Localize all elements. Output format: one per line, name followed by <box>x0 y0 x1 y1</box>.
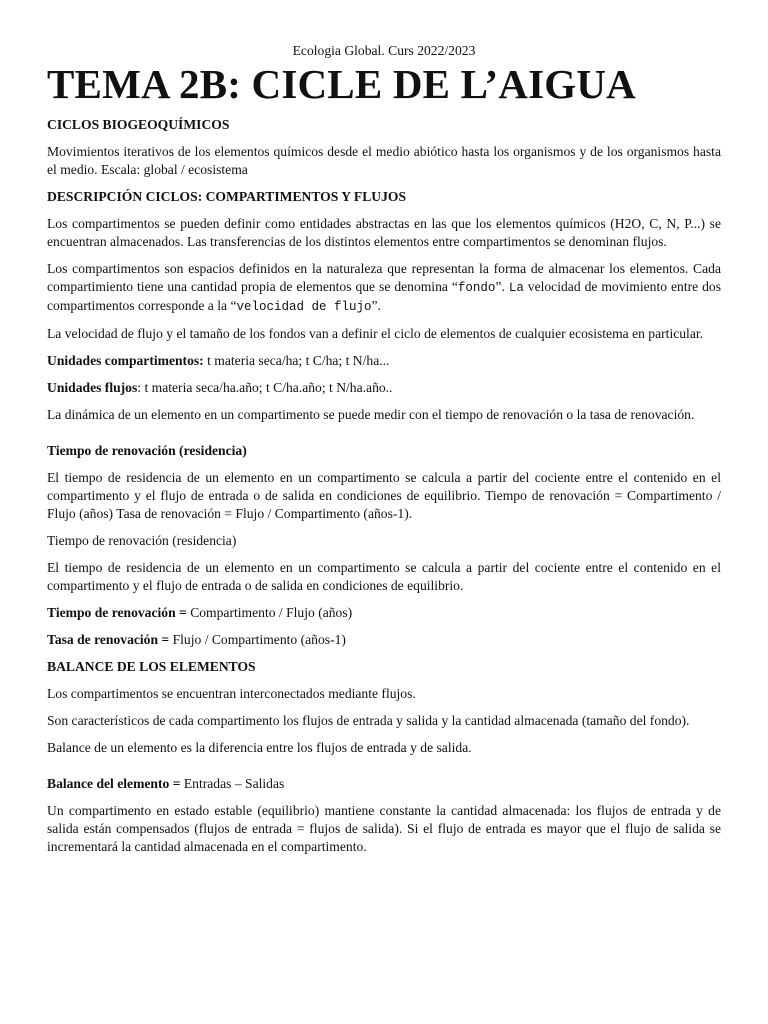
paragraph-tiempo-renovacion-repeat: Tiempo de renovación (residencia) <box>47 533 237 548</box>
page-title: TEMA 2B: CICLE DE L’AIGUA <box>47 61 636 107</box>
value-tasa-renovacion: Flujo / Compartimento (años-1) <box>169 632 346 647</box>
value-unidades-flujos: : t materia seca/ha.año; t C/ha.año; t N/ha.año.. <box>137 380 393 395</box>
formula-tasa-renovacion <box>47 631 721 649</box>
course-header: Ecologia Global. Curs 2022/2023 <box>292 43 476 58</box>
text-fragment: Los compartimentos son espacios definidos en la naturaleza que representan la forma de almacenar los elementos. Cada compartimiento tiene una cantidad propia de elementos que se denomina “ <box>47 261 721 294</box>
value-balance-elemento: Entradas – Salidas <box>180 776 285 791</box>
section-heading-ciclos: CICLOS BIOGEOQUÍMICOS <box>47 117 230 132</box>
paragraph-velocidad-flujo: La velocidad de flujo y el tamaño de los fondos van a definir el ciclo de elementos de cualquier ecosistema en particular. <box>47 326 704 341</box>
paragraph-unidades-compartimentos <box>47 352 721 370</box>
paragraph-ciclos-definition: Movimientos iterativos de los elementos químicos desde el medio abiótico hasta los organismos y de los organismos hasta el medio. Escala: global / ecosistema <box>47 144 721 177</box>
label-balance-elemento: Balance del elemento = <box>47 776 181 791</box>
spacer <box>47 433 721 442</box>
section-heading-tiempo-renovacion: Tiempo de renovación (residencia) <box>47 443 247 458</box>
formula-tiempo-renovacion <box>47 604 721 622</box>
value-tiempo-renovacion: Compartimento / Flujo (años) <box>186 605 353 620</box>
text-fragment: velocidad de movimiento entre dos compartimentos corresponde a la “ <box>47 279 721 313</box>
text-fragment: ”. <box>495 279 509 294</box>
formula-balance-elemento <box>47 775 721 793</box>
paragraph-tiempo-residencia-1: El tiempo de residencia de un elemento en un compartimento se calcula a partir del cociente entre el contenido en el compartimento y el flujo de entrada o de salida en condiciones de equilibrio. Tiempo de renovación = Compartimento / Flujo (años) Tasa de renovación = Flujo / Compartimento (años-1). <box>47 470 721 521</box>
paragraph-unidades-flujos <box>47 379 721 397</box>
term-velocidad-de-flujo: velocidad de flujo <box>236 300 372 314</box>
label-unidades-compartimentos: Unidades compartimentos: <box>47 353 204 368</box>
paragraph-dinamica: La dinámica de un elemento en un compartimento se puede medir con el tiempo de renovación o la tasa de renovación. <box>47 407 695 422</box>
label-unidades-flujos: Unidades flujos <box>47 380 138 395</box>
label-tiempo-renovacion: Tiempo de renovación = <box>47 605 187 620</box>
text-fragment: ”. <box>371 298 381 313</box>
paragraph-compartimentos-definition: Los compartimentos se pueden definir como entidades abstractas en las que los elementos químicos (H2O, C, N, P...) se encuentran almacenados. Las transferencias de los distintos elementos entre compartimentos se denominan flujos. <box>47 216 721 249</box>
paragraph-balance-diferencia: Balance de un elemento es la diferencia entre los flujos de entrada y de salida. <box>47 740 472 755</box>
value-unidades-compartimentos: t materia seca/ha; t C/ha; t N/ha... <box>203 353 390 368</box>
paragraph-compartimentos-espacios <box>47 260 721 316</box>
spacer <box>47 766 721 775</box>
paragraph-balance-caracteristicos: Son característicos de cada compartimento los flujos de entrada y salida y la cantidad almacenada (tamaño del fondo). <box>47 713 690 728</box>
section-heading-balance: BALANCE DE LOS ELEMENTOS <box>47 659 256 674</box>
paragraph-estado-estable: Un compartimento en estado estable (equilibrio) mantiene constante la cantidad almacenada: los flujos de entrada y de salida están compensados (flujos de entrada = flujos de salida). Si el flujo de entrada es mayor que el flujo de salida se incrementará la cantidad almacenada en el compartimento. <box>47 803 721 854</box>
term-fondo: fondo <box>457 281 496 295</box>
label-tasa-renovacion: Tasa de renovación = <box>47 632 170 647</box>
text-fragment-mono: La <box>508 281 524 295</box>
section-heading-descripcion: DESCRIPCIÓN CICLOS: COMPARTIMENTOS Y FLUJOS <box>47 189 407 204</box>
paragraph-balance-interconectados: Los compartimentos se encuentran interconectados mediante flujos. <box>47 686 416 701</box>
paragraph-tiempo-residencia-2: El tiempo de residencia de un elemento en un compartimento se calcula a partir del cociente entre el contenido en el compartimento y el flujo de entrada o de salida en condiciones de equilibrio. <box>47 560 721 593</box>
